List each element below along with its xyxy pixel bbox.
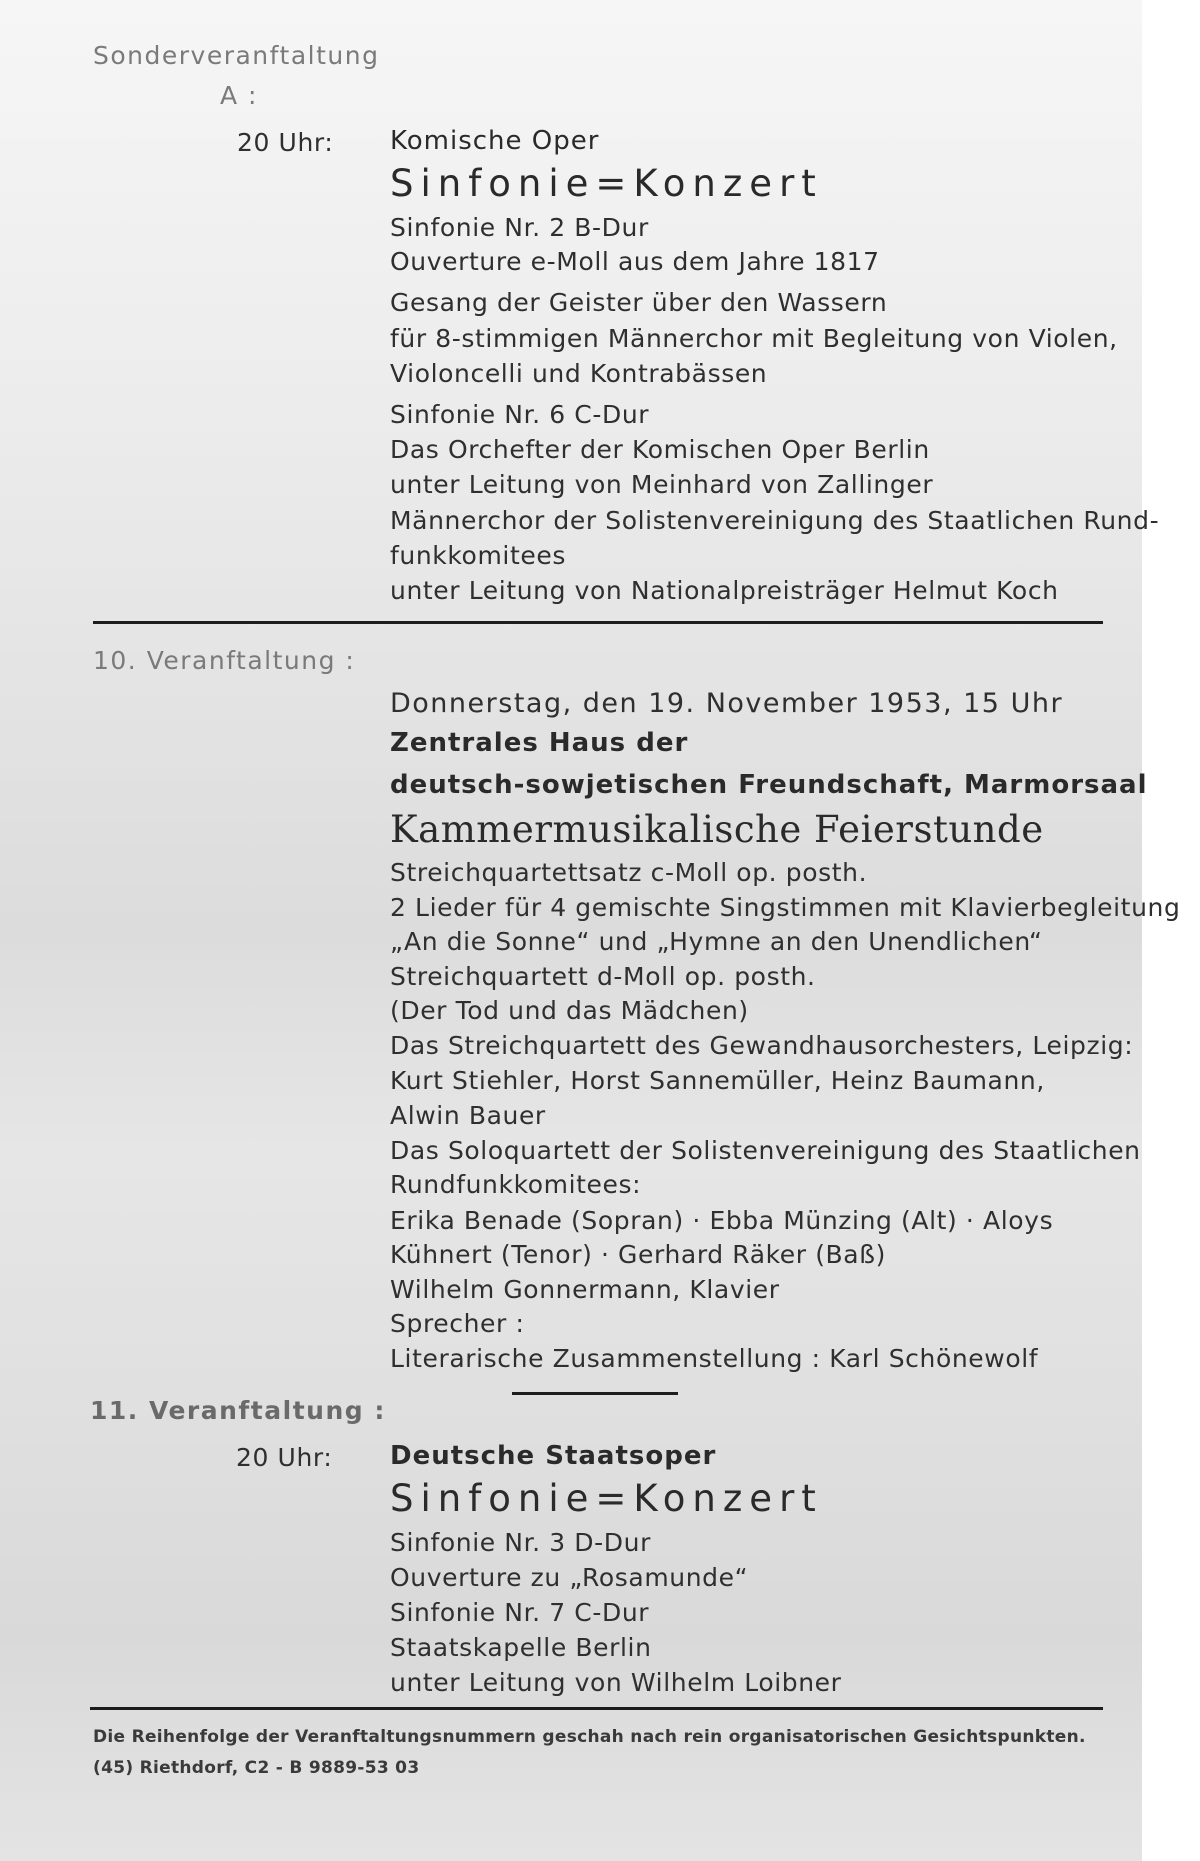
performer: Das Streichquartett des Gewandhausorchesters, Leipzig: (390, 1031, 1134, 1060)
footer-divider (90, 1707, 1103, 1710)
venue: Komische Oper (390, 126, 600, 156)
performer: Wilhelm Gonnermann, Klavier (390, 1275, 780, 1304)
event-date: Donnerstag, den 19. November 1953, 15 Uhr (390, 688, 1064, 719)
program-item: Violoncelli und Kontrabässen (390, 359, 768, 388)
performer: Kühnert (Tenor) · Gerhard Räker (Baß) (390, 1240, 886, 1269)
performer: Sprecher : (390, 1309, 525, 1338)
venue: Deutsche Staatsoper (390, 1441, 717, 1471)
event-label: 11. Veranftaltung : (90, 1396, 386, 1425)
performer: funkkomitees (390, 541, 566, 570)
program-item: Ouverture e-Moll aus dem Jahre 1817 (390, 247, 880, 276)
concert-title: Sinfonie=Konzert (390, 162, 823, 205)
concert-title: Kammermusikalische Feierstunde (390, 808, 1044, 851)
printer-imprint: (45) Riethdorf, C2 - B 9889-53 03 (93, 1758, 420, 1778)
performer: unter Leitung von Nationalpreisträger Helmut Koch (390, 576, 1059, 605)
program-item: Streichquartett d-Moll op. posth. (390, 962, 816, 991)
program-item: Sinfonie Nr. 3 D-Dur (390, 1528, 651, 1557)
program-item: Streichquartettsatz c-Moll op. posth. (390, 858, 868, 887)
concert-title: Sinfonie=Konzert (390, 1477, 823, 1520)
event-label: Sonderveranftaltung (93, 41, 380, 70)
program-item: Sinfonie Nr. 7 C-Dur (390, 1598, 650, 1627)
performer: Rundfunkkomitees: (390, 1170, 642, 1199)
program-item: für 8-stimmigen Männerchor mit Begleitung von Violen, (390, 324, 1118, 353)
venue: Zentrales Haus der (390, 728, 689, 758)
program-item: Ouverture zu „Rosamunde“ (390, 1563, 749, 1592)
performer: Männerchor der Solistenvereinigung des Staatlichen Rund- (390, 506, 1160, 535)
performer: Das Orchefter der Komischen Oper Berlin (390, 435, 930, 464)
event-time: 20 Uhr: (237, 128, 334, 157)
performer: Literarische Zusammenstellung : Karl Schönewolf (390, 1344, 1039, 1373)
program-item: Gesang der Geister über den Wassern (390, 288, 888, 317)
short-divider (512, 1392, 678, 1395)
performer: Alwin Bauer (390, 1101, 546, 1130)
event-letter: A : (220, 81, 258, 110)
program-item: 2 Lieder für 4 gemischte Singstimmen mit Klavierbegleitung (390, 893, 1181, 922)
performer: unter Leitung von Meinhard von Zallinger (390, 470, 934, 499)
program-item: „An die Sonne“ und „Hymne an den Unendlichen“ (390, 927, 1043, 956)
venue: deutsch-sowjetischen Freundschaft, Marmorsaal (390, 770, 1148, 800)
performer: Erika Benade (Sopran) · Ebba Münzing (Alt) · Aloys (390, 1206, 1054, 1235)
event-time: 20 Uhr: (236, 1443, 333, 1472)
program-item: Sinfonie Nr. 6 C-Dur (390, 400, 650, 429)
section-divider (93, 621, 1103, 624)
program-item: (Der Tod und das Mädchen) (390, 996, 749, 1025)
footer-note: Die Reihenfolge der Veranftaltungsnummern geschah nach rein organisatorischen Gesichtspunkten. (93, 1727, 1086, 1747)
performer: Das Soloquartett der Solistenvereinigung des Staatlichen (390, 1136, 1141, 1165)
event-label: 10. Veranftaltung : (93, 646, 356, 675)
performer: Kurt Stiehler, Horst Sannemüller, Heinz Baumann, (390, 1066, 1045, 1095)
performer: unter Leitung von Wilhelm Loibner (390, 1668, 842, 1697)
program-item: Sinfonie Nr. 2 B-Dur (390, 213, 649, 242)
performer: Staatskapelle Berlin (390, 1633, 652, 1662)
